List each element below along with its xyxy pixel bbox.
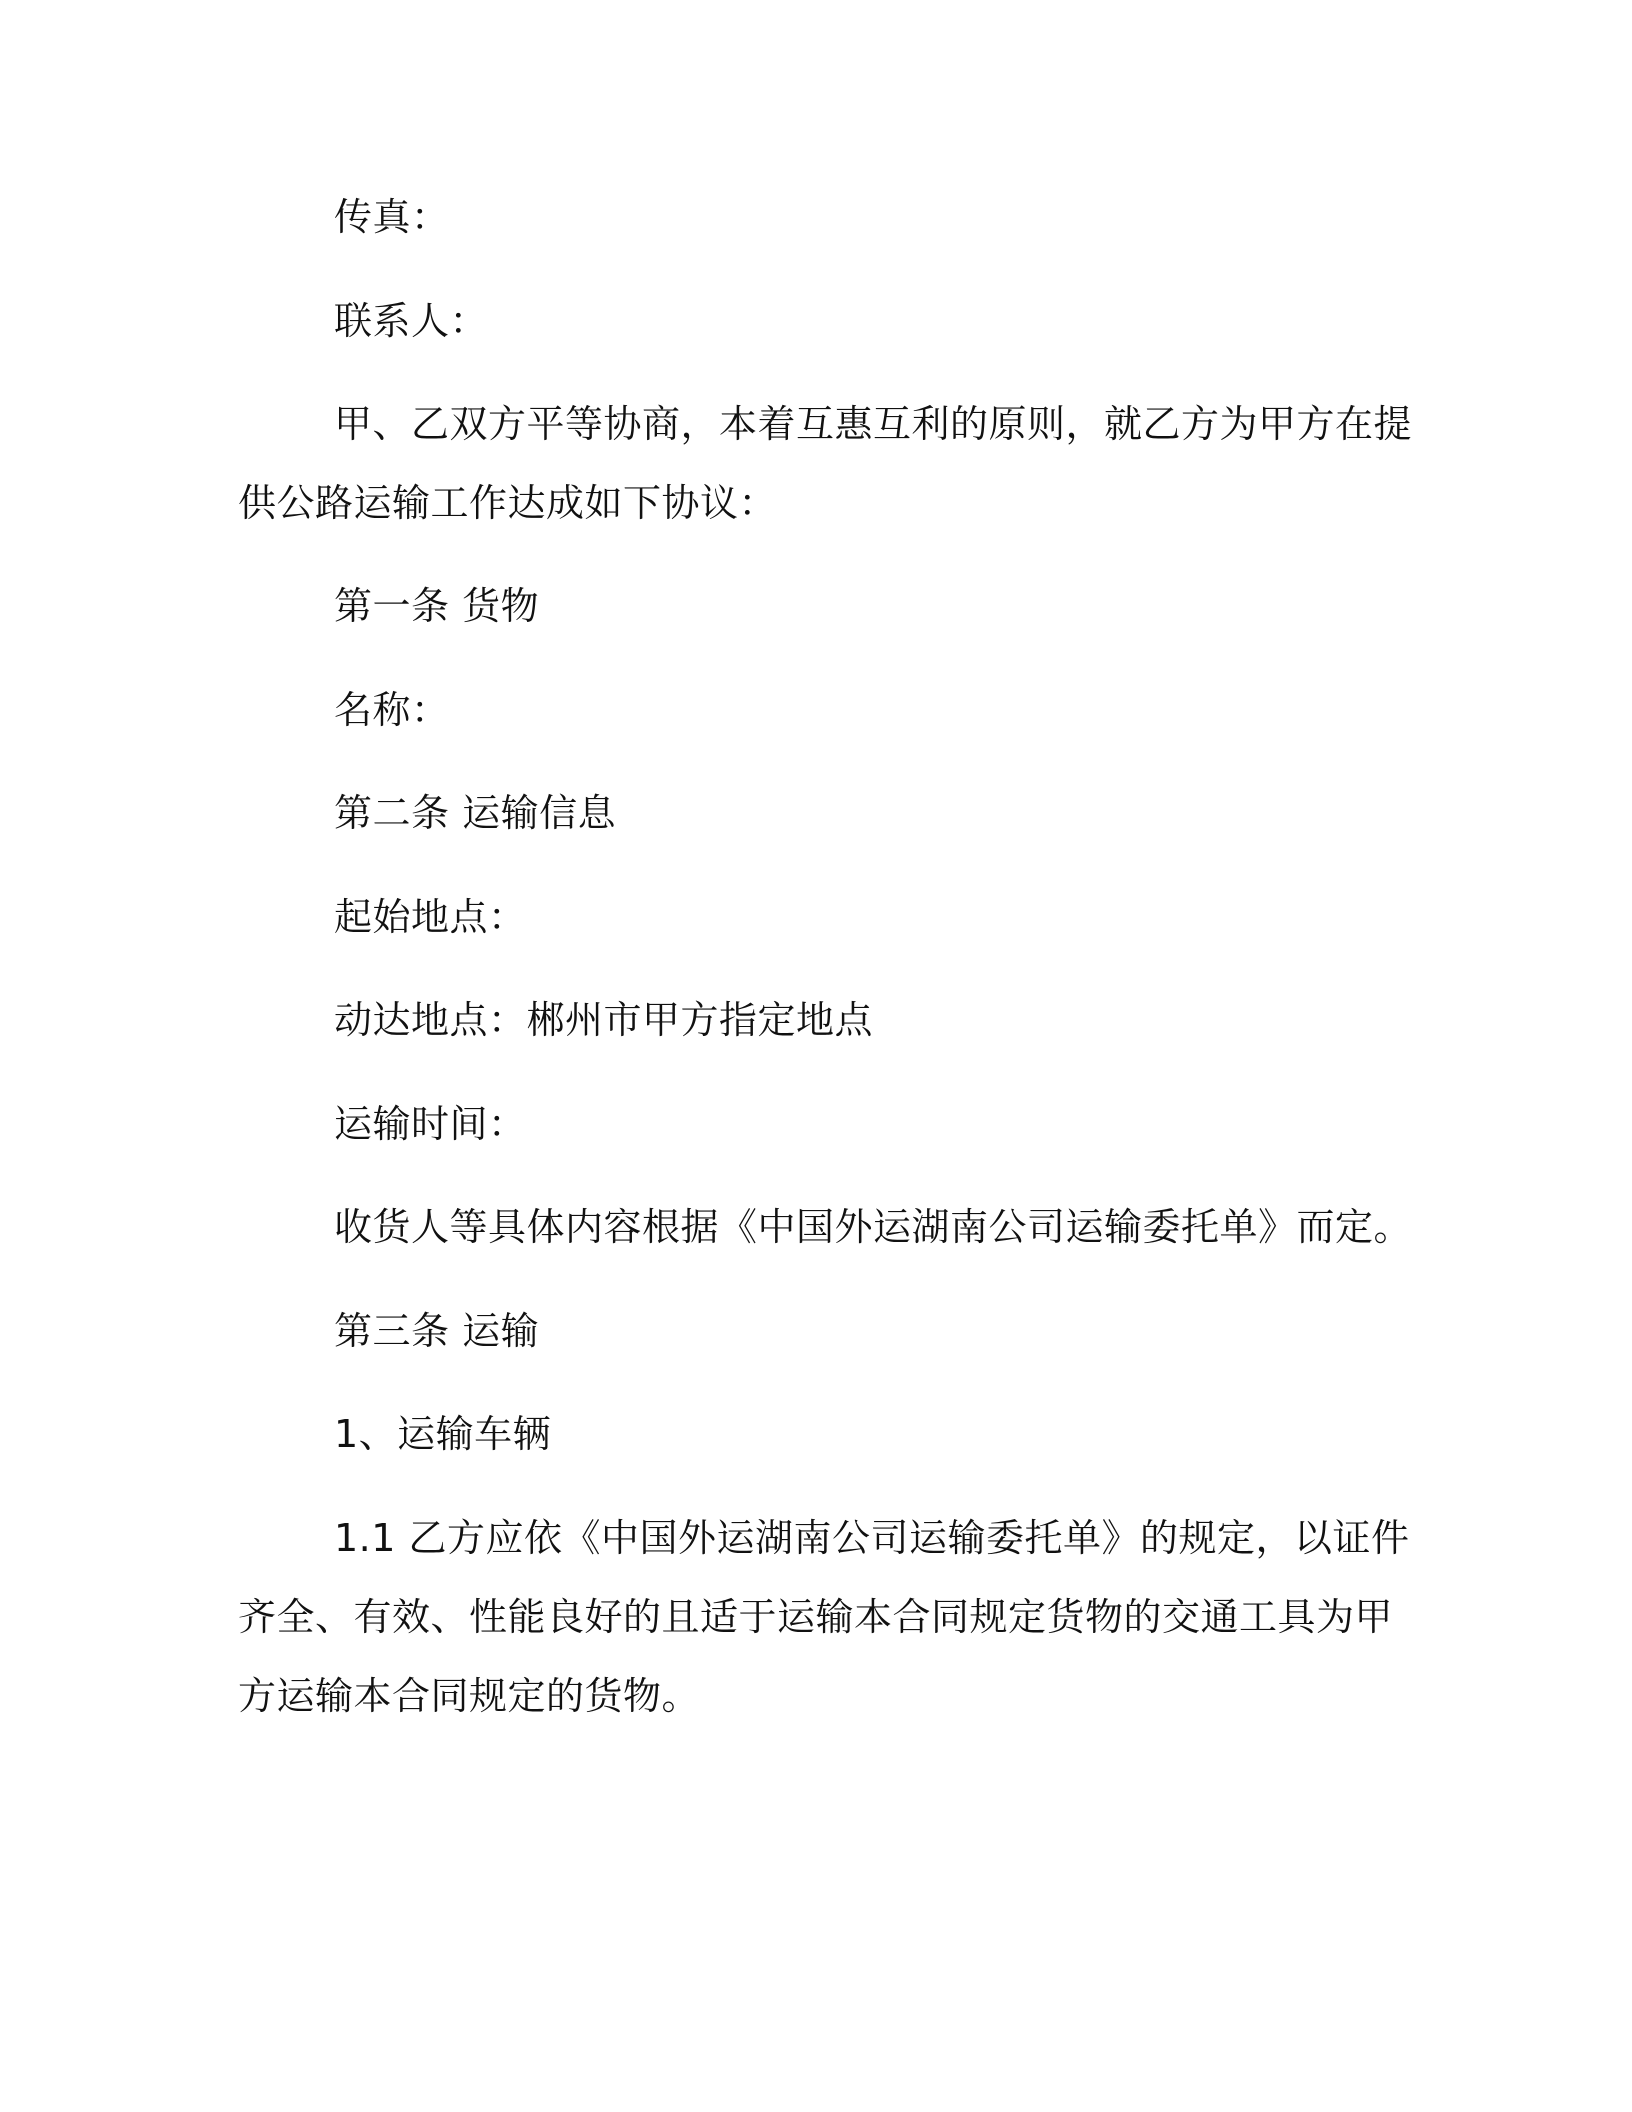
section-1-heading: 1、运输车辆 — [334, 1412, 552, 1456]
preamble-line-1: 甲、乙双方平等协商，本着互惠互利的原则，就乙方为甲方在提 — [334, 402, 1413, 446]
origin-label: 起始地点： — [334, 895, 527, 939]
preamble-line-2: 供公路运输工作达成如下协议： — [238, 481, 778, 525]
article-2-heading: 第二条 运输信息 — [334, 791, 617, 835]
consignee-line: 收货人等具体内容根据《中国外运湖南公司运输委托单》而定。 — [334, 1205, 1413, 1249]
destination-line: 动达地点：郴州市甲方指定地点 — [334, 998, 874, 1042]
goods-name-label: 名称： — [334, 688, 450, 732]
transport-time-label: 运输时间： — [334, 1102, 527, 1146]
article-1-heading: 第一条 货物 — [334, 584, 540, 628]
clause-1-1-line-2: 齐全、有效、性能良好的且适于运输本合同规定货物的交通工具为甲 — [238, 1595, 1394, 1639]
contact-person-label: 联系人： — [334, 299, 489, 343]
clause-1-1-line-1: 1.1 乙方应依《中国外运湖南公司运输委托单》的规定，以证件 — [334, 1516, 1410, 1560]
fax-label: 传真： — [334, 195, 450, 239]
clause-1-1-line-3: 方运输本合同规定的货物。 — [238, 1674, 701, 1718]
article-3-heading: 第三条 运输 — [334, 1309, 540, 1353]
